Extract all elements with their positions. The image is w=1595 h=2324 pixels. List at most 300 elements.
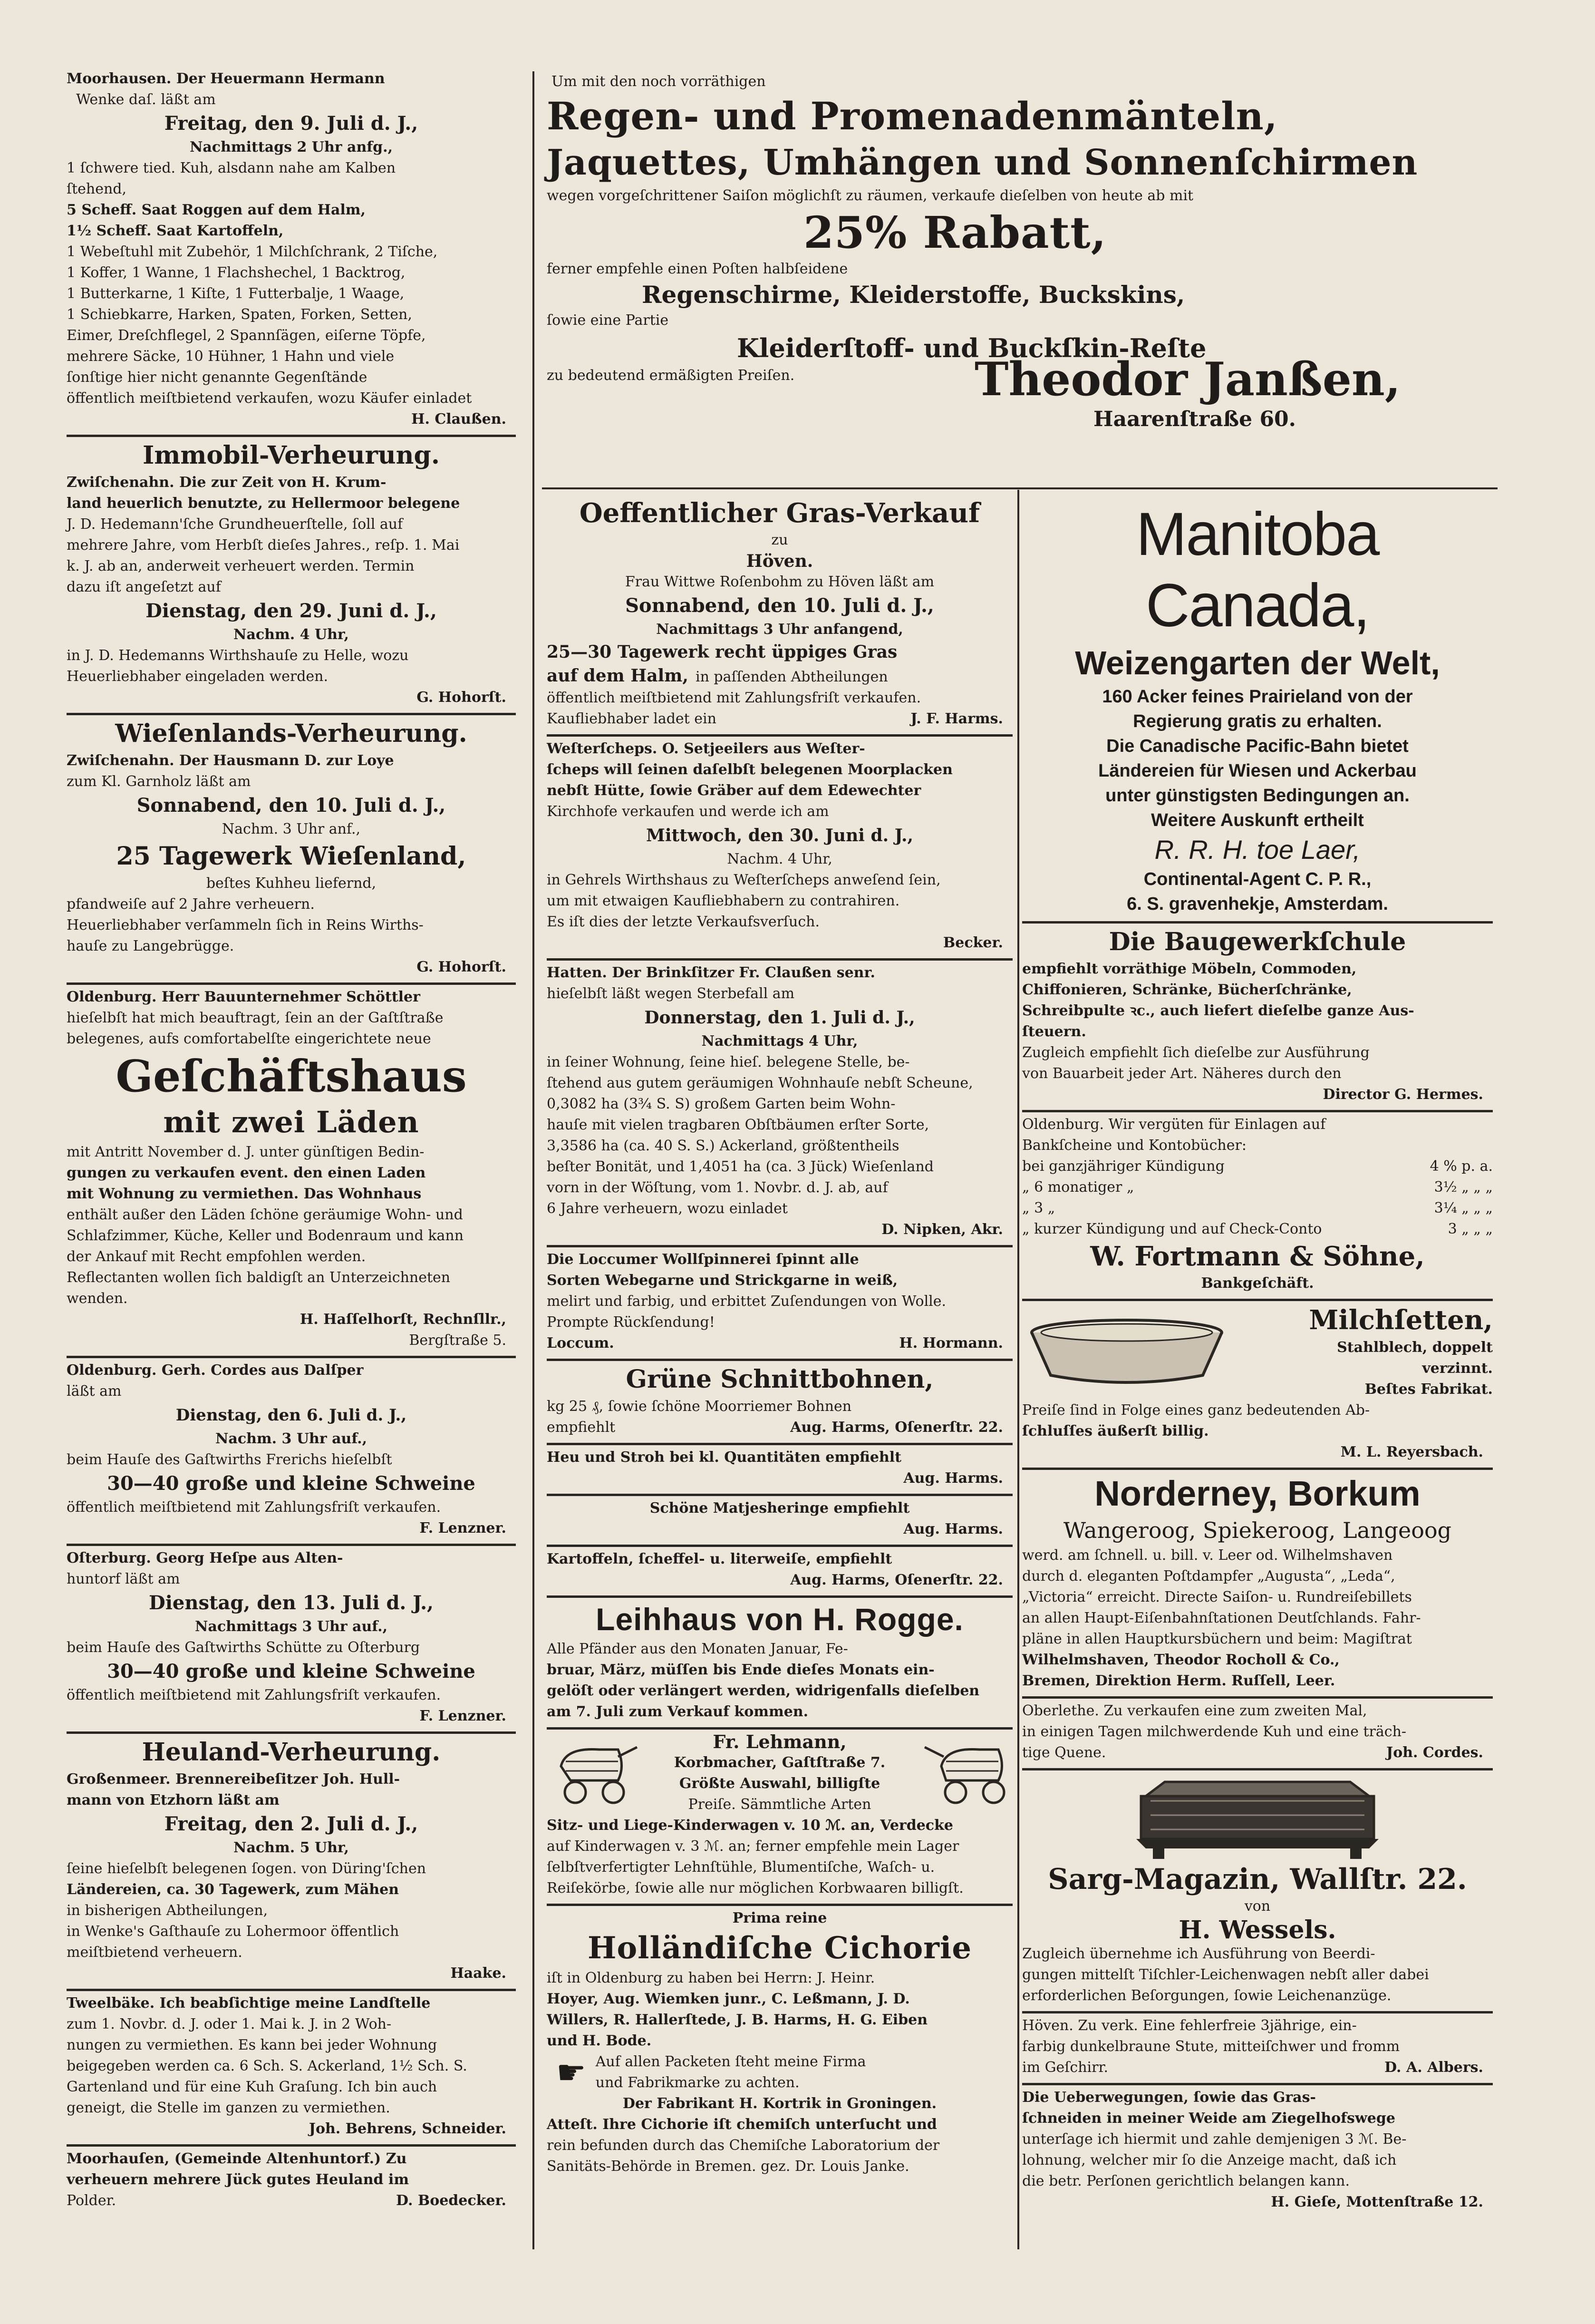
ad-immobil-verheurung bbox=[67, 437, 516, 715]
ad-signature: M. L. Reyersbach. bbox=[1340, 1444, 1483, 1460]
rate-value: 3 „ „ „ bbox=[1448, 1221, 1493, 1237]
ad-line: belegenes, aufs comfortabelſte eingerichtete neue bbox=[67, 1031, 431, 1047]
ad-norderney bbox=[1022, 1470, 1493, 1699]
ad-signature: D. A. Albers. bbox=[1384, 2059, 1483, 2076]
ad-line: Gartenland und für eine Kuh Graſung. Ich bin auch bbox=[67, 2079, 437, 2095]
ad-remnants: Kleiderſtoff- und Buckſkin-Reſte bbox=[737, 333, 1207, 363]
ad-line: Korbmacher, Gaſtſtraße 7. bbox=[674, 1754, 886, 1771]
ad-line: rein befunden durch das Chemiſche Laboratorium der bbox=[547, 2137, 940, 2154]
ad-line: in J. D. Hedemanns Wirthshauſe zu Helle, wozu bbox=[67, 647, 409, 664]
ad-line: Atteſt. Ihre Cichorie iſt chemiſch unterſucht und bbox=[547, 2116, 937, 2133]
ad-line: ſonſtige hier nicht genannte Gegenſtände bbox=[67, 369, 367, 386]
ad-time: Nachmittags 4 Uhr, bbox=[701, 1033, 858, 1050]
ad-line: zum 1. Novbr. d. J. oder 1. Mai k. J. in 2 Woh- bbox=[67, 2016, 392, 2032]
ad-line: Bankgeſchäft. bbox=[1201, 1275, 1314, 1292]
milk-pan-icon bbox=[1022, 1313, 1231, 1390]
ad-line: beigegeben werden ca. 6 Sch. S. Ackerland, 1½ Sch. S. bbox=[67, 2058, 467, 2074]
ad-lehmann-text bbox=[642, 1731, 918, 1815]
ad-line: verzinnt. bbox=[1422, 1360, 1493, 1377]
ad-line: durch d. eleganten Poſtdampfer „Augusta“, „Leda“, bbox=[1022, 1568, 1395, 1585]
ad-line: ſowie eine Partie bbox=[547, 312, 669, 329]
ad-line: ſcheps will ſeinen daſelbſt belegenen Moorplacken bbox=[547, 761, 953, 778]
ad-heading: Grüne Schnittbohnen, bbox=[626, 1365, 934, 1394]
ad-wiesenlands-verheurung bbox=[67, 715, 516, 985]
ad-line: Preiſe ſind in Folge eines ganz bedeutenden Ab- bbox=[1022, 1402, 1370, 1419]
ad-line: auf Kinderwagen v. 3 ℳ. an; ferner empfehle mein Lager bbox=[547, 1838, 959, 1855]
rate-value: 3½ „ „ „ bbox=[1434, 1179, 1493, 1196]
ad-line: die betr. Perſonen gerichtlich belangen kann. bbox=[1022, 2173, 1350, 2189]
ad-address: Haarenſtraße 60. bbox=[1093, 407, 1296, 431]
ad-line: melirt und farbig, und erbittet Zuſendungen von Wolle. bbox=[547, 1293, 947, 1310]
ad-signature: Haake. bbox=[450, 1965, 506, 1982]
ad-signature: Joh. Cordes. bbox=[1386, 1744, 1483, 1761]
ad-signature: H. Gieſe, Mottenſtraße 12. bbox=[1271, 2194, 1483, 2210]
ad-signature: G. Hohorſt. bbox=[416, 959, 506, 975]
pram-icon bbox=[547, 1738, 642, 1809]
ad-line: Zugleich übernehme ich Ausführung von Beerdi- bbox=[1022, 1945, 1375, 1962]
ad-place: Loccum. bbox=[547, 1335, 614, 1352]
ad-line: gelöſt oder verlängert werden, widrigenfalls dieſelben bbox=[547, 1682, 980, 1699]
ad-line: „Victoria“ erreicht. Directe Saiſon- u. Rundreiſebillets bbox=[1022, 1589, 1412, 1605]
ad-heading: Jaquettes, Umhängen und Sonnenſchirmen bbox=[547, 142, 1418, 183]
ad-line: erforderlichen Beſorgungen, ſowie Leichenanzüge. bbox=[1022, 1987, 1392, 2004]
ad-line: Tweelbäke. Ich beabſichtige meine Landſtelle bbox=[67, 1995, 431, 2012]
ad-line: gungen zu verkaufen event. den einen Laden bbox=[67, 1165, 426, 1181]
ad-signature: H. Haſſelhorſt, Rechnſllr., bbox=[300, 1311, 506, 1328]
ad-signature: Joh. Behrens, Schneider. bbox=[309, 2120, 506, 2137]
ad-line: öffentlich meiſtbietend mit Zahlungsfriſt verkaufen. bbox=[547, 690, 921, 706]
ad-signature: D. Nipken, Akr. bbox=[881, 1221, 1003, 1238]
ad-fortmann-bank bbox=[1022, 1112, 1493, 1301]
rate-row bbox=[1022, 1177, 1493, 1198]
ad-baugewerkschule bbox=[1022, 924, 1493, 1112]
ad-line: 1 Koffer, 1 Wanne, 1 Flachshechel, 1 Backtrog, bbox=[67, 264, 406, 281]
ad-line: in einigen Tagen milchwerdende Kuh und eine träch- bbox=[1022, 1723, 1407, 1740]
ad-tweelbaeke bbox=[67, 1991, 516, 2147]
ad-subheading: Wangeroog, Spiekeroog, Langeoog bbox=[1063, 1517, 1452, 1543]
ad-line: öffentlich meiſtbietend verkaufen, wozu Käufer einladet bbox=[67, 390, 472, 407]
ad-line: 3,3586 ha (ca. 40 S. S.) Ackerland, größtentheils bbox=[547, 1138, 899, 1154]
ad-time: Nachm. 3 Uhr anf., bbox=[222, 821, 361, 837]
ad-line: kg 25 ₰, ſowie ſchöne Moorriemer Bohnen bbox=[547, 1398, 852, 1415]
ad-highlight: 30—40 große und kleine Schweine bbox=[107, 1472, 475, 1495]
ad-time: Nachmittags 2 Uhr anfg., bbox=[189, 139, 393, 156]
ad-signature: D. Boedecker. bbox=[396, 2192, 506, 2209]
ad-line: Bankſcheine und Kontobücher: bbox=[1022, 1137, 1247, 1154]
ad-signature: H. Claußen. bbox=[411, 411, 506, 428]
ad-line: Reiſekörbe, ſowie alle nur möglichen Korbwaaren billigſt. bbox=[547, 1880, 964, 1896]
rate-row bbox=[1022, 1156, 1493, 1177]
ad-line: Moorhauſen, (Gemeinde Altenhuntorf.) Zu bbox=[67, 2150, 407, 2167]
ad-line: Ländereien, ca. 30 Tagewerk, zum Mähen bbox=[67, 1881, 399, 1898]
ad-line: meiſtbietend verheuern. bbox=[67, 1944, 242, 1961]
ad-line: bruar, März, müſſen bis Ende dieſes Monats ein- bbox=[547, 1662, 935, 1678]
ad-line: 1 Butterkarne, 1 Kiſte, 1 Futterbalje, 1 Waage, bbox=[67, 285, 405, 302]
ad-line: Polder. bbox=[67, 2192, 116, 2209]
ad-discount: 25% Rabatt, bbox=[803, 207, 1107, 258]
ad-line: Stahlblech, doppelt bbox=[1337, 1339, 1493, 1356]
ad-date: Dienstag, den 13. Juli d. J., bbox=[149, 1592, 434, 1614]
ad-cordes-schweine bbox=[67, 1358, 516, 1546]
ad-line: 0,3082 ha (3¾ S. S) großem Garten beim Wohn- bbox=[547, 1096, 896, 1112]
ad-line: dazu iſt angeſetzt auf bbox=[67, 579, 221, 595]
ad-line: beim Hauſe des Gaſtwirths Schütte zu Oſterburg bbox=[67, 1639, 420, 1656]
ad-line: Hoyer, Aug. Wiemken junr., C. Leßmann, J. D. bbox=[547, 1991, 910, 2007]
ad-line: zu bedeutend ermäßigten Preiſen. bbox=[547, 367, 795, 384]
ad-moorhausen-auction bbox=[67, 67, 516, 437]
ad-line: ſelbſtverfertigter Lehnſtühle, Blumentiſche, Waſch- u. bbox=[547, 1859, 935, 1876]
ad-time: Nachm. 3 Uhr auf., bbox=[215, 1430, 367, 1447]
ad-line: öffentlich meiſtbietend mit Zahlungsfriſt verkaufen. bbox=[67, 1499, 441, 1516]
ad-line: 5 Scheff. Saat Roggen auf dem Halm, bbox=[67, 202, 366, 218]
ad-line: ſteuern. bbox=[1022, 1023, 1086, 1040]
ad-line: land heuerlich benutzte, zu Hellermoor belegene bbox=[67, 495, 460, 512]
ad-line: Die Loccumer Wollſpinnerei ſpinnt alle bbox=[547, 1251, 859, 1268]
ad-milch-text bbox=[1231, 1303, 1493, 1400]
ad-line: an allen Haupt-Eiſenbahnſtationen Deutſchlands. Fahr- bbox=[1022, 1610, 1421, 1626]
ad-hand-text bbox=[596, 2052, 866, 2093]
ad-line: pfandweiſe auf 2 Jahre verheuern. bbox=[67, 896, 315, 913]
ad-line: Sanitäts-Behörde in Bremen. gez. Dr. Louis Janke. bbox=[547, 2158, 909, 2175]
ad-gras-verkauf bbox=[547, 495, 1013, 737]
ad-subheading: mit zwei Läden bbox=[163, 1105, 419, 1139]
ad-line: Regierung gratis zu erhalten. bbox=[1133, 711, 1382, 731]
ad-line: geneigt, die Stelle im ganzen zu vermiethen. bbox=[67, 2100, 390, 2116]
ad-heading: Sarg-Magazin, Wallſtr. 22. bbox=[1048, 1863, 1467, 1896]
ad-time: Nachmittags 3 Uhr auf., bbox=[194, 1618, 388, 1635]
ad-heading: Milchſetten, bbox=[1309, 1304, 1493, 1336]
ad-line: huntorf läßt am bbox=[67, 1571, 180, 1587]
ad-line: Reflectanten wollen ſich baldigſt an Unterzeichneten bbox=[67, 1269, 451, 1286]
ad-line: hauſe mit vielen tragbaren Obſtbäumen erſter Sorte, bbox=[547, 1117, 929, 1133]
ad-line: Sorten Webegarne und Strickgarne in weiß, bbox=[547, 1272, 898, 1289]
ad-signature: F. Lenzner. bbox=[419, 1708, 506, 1724]
ad-line: 1½ Scheff. Saat Kartoffeln, bbox=[67, 223, 284, 239]
ad-line: J. D. Hedemann'ſche Grundheuerſtelle, ſoll auf bbox=[67, 516, 403, 533]
ad-firm-name: Theodor Janßen, bbox=[975, 352, 1401, 406]
ad-giese-warnung bbox=[1022, 2085, 1493, 2217]
ad-line: in ſeiner Wohnung, ſeine hieſ. belegene Stelle, be- bbox=[547, 1054, 910, 1070]
ad-leihhaus-rogge bbox=[547, 1598, 1013, 1730]
ad-line: Oldenburg. Wir vergüten für Einlagen auf bbox=[1022, 1116, 1326, 1133]
ad-line: Kirchhofe verkaufen und werde ich am bbox=[547, 803, 829, 820]
ad-line: Heuerliebhaber eingeladen werden. bbox=[67, 668, 329, 685]
ad-line: Höven. Zu verk. Eine fehlerfreie 3jährige, ein- bbox=[1022, 2017, 1357, 2034]
ad-heading: Oeffentlicher Gras-Verkauf bbox=[579, 497, 980, 529]
ad-line: 160 Acker feines Prairieland von der bbox=[1102, 687, 1413, 707]
ad-line: der Ankauf mit Recht empfohlen werden. bbox=[67, 1248, 366, 1265]
ad-date: Dienstag, den 6. Juli d. J., bbox=[175, 1406, 407, 1425]
ad-hoeven-stute bbox=[1022, 2013, 1493, 2085]
ad-line: Preiſe. Sämmtliche Arten bbox=[688, 1796, 871, 1813]
ad-geschaeftshaus bbox=[67, 985, 516, 1358]
ad-line: wegen vorgeſchrittener Saiſon möglichſt zu räumen, verkaufe dieſelben von heute ab mit bbox=[547, 187, 1194, 204]
ad-line: Heu und Stroh bei kl. Quantitäten empfiehlt bbox=[547, 1449, 902, 1466]
ad-line: in Wenke's Gaſthauſe zu Lohermoor öffentlich bbox=[67, 1923, 399, 1940]
ad-line: Oldenburg. Herr Bauunternehmer Schöttler bbox=[67, 989, 420, 1005]
ad-address: 6. S. gravenhekje, Amsterdam. bbox=[1127, 894, 1388, 914]
ad-signature: Aug. Harms. bbox=[903, 1470, 1003, 1487]
ad-line: Weſterſcheps. O. Setjeeilers aus Weſter- bbox=[547, 740, 865, 757]
ad-firm-name: H. Wessels. bbox=[1179, 1916, 1336, 1945]
ad-janssen-wide bbox=[547, 71, 1498, 433]
ad-time: Nachm. 5 Uhr, bbox=[233, 1839, 349, 1856]
ad-time: Nachm. 4 Uhr, bbox=[233, 626, 349, 643]
ad-line: nungen zu vermiethen. Es kann bei jeder Wohnung bbox=[67, 2037, 437, 2053]
ad-date: Freitag, den 2. Juli d. J., bbox=[164, 1813, 418, 1835]
ad-line: zum Kl. Garnholz läßt am bbox=[67, 773, 251, 790]
ad-hatten bbox=[547, 961, 1013, 1247]
ad-signature: G. Hohorſt. bbox=[416, 689, 506, 706]
ad-line: in Gehrels Wirthshaus zu Weſterſcheps anweſend ſein, bbox=[547, 872, 941, 888]
rate-value: 3¼ „ „ „ bbox=[1434, 1200, 1493, 1216]
ad-line: im Geſchirr. bbox=[1022, 2059, 1109, 2076]
ad-heading: Die Baugewerkſchule bbox=[1109, 927, 1406, 956]
ad-heading: Holländiſche Cichorie bbox=[587, 1930, 972, 1966]
ad-line: Weitere Auskunft ertheilt bbox=[1151, 810, 1364, 830]
ad-line: ſeine hieſelbſt belegenen ſogen. von Düring'ſchen bbox=[67, 1860, 426, 1877]
ad-signature: Aug. Harms, Oſenerſtr. 22. bbox=[790, 1572, 1003, 1588]
ad-heading: Leihhaus von H. Rogge. bbox=[596, 1602, 964, 1637]
ad-line: mehrere Jahre, vom Herbſt dieſes Jahres., reſp. 1. Mai bbox=[67, 537, 460, 554]
rate-row bbox=[1022, 1198, 1493, 1219]
ad-hand-note bbox=[547, 2052, 1013, 2093]
ad-line: hieſelbſt hat mich beauftragt, ſein an der Gaſtſtraße bbox=[67, 1010, 444, 1026]
ad-line: beſter Bonität, und 1,4051 ha (ca. 3 Jück) Wieſenland bbox=[547, 1158, 934, 1175]
ad-signature: Director G. Hermes. bbox=[1323, 1086, 1483, 1103]
ad-line: empfiehlt vorräthige Möbeln, Commoden, bbox=[1022, 961, 1357, 977]
ad-line: Chiffonieren, Schränke, Bücherſchränke, bbox=[1022, 982, 1352, 998]
ad-line: Schöne Matjesheringe empfiehlt bbox=[649, 1500, 910, 1517]
ad-line: um mit etwaigen Kaufliebhabern zu contrahiren. bbox=[547, 893, 900, 909]
ad-signature: Aug. Harms. bbox=[903, 1521, 1003, 1537]
ad-date: Donnerstag, den 1. Juli d. J., bbox=[644, 1008, 915, 1028]
ad-line: Prima reine bbox=[732, 1910, 827, 1926]
rate-label: bei ganzjähriger Kündigung bbox=[1022, 1158, 1225, 1175]
ad-line: öffentlich meiſtbietend mit Zahlungsfriſt verkaufen. bbox=[67, 1687, 441, 1703]
column-right bbox=[1022, 497, 1493, 2217]
ad-line: Heuerliebhaber verſammeln ſich in Reins Wirths- bbox=[67, 917, 424, 933]
ad-firm-name: W. Fortmann & Söhne, bbox=[1090, 1241, 1425, 1272]
rate-label: „ 3 „ bbox=[1022, 1200, 1055, 1216]
ad-date: Sonnabend, den 10. Juli d. J., bbox=[625, 594, 934, 617]
ad-date: Mittwoch, den 30. Juni d. J., bbox=[646, 826, 914, 846]
ad-line: beſtes Kuhheu liefernd, bbox=[206, 875, 377, 892]
ad-line: läßt am bbox=[67, 1383, 122, 1400]
ad-line: wenden. bbox=[67, 1290, 128, 1307]
ad-line: Auf allen Packeten ſteht meine Firma bbox=[595, 2053, 866, 2070]
ad-line: Kaufliebhaber ladet ein bbox=[547, 710, 716, 727]
ad-line: Zugleich empfiehlt ſich dieſelbe zur Ausführung bbox=[1022, 1044, 1370, 1061]
ad-line: ſchneiden in meiner Weide am Ziegelhofswege bbox=[1022, 2110, 1395, 2127]
ad-line: Oberlethe. Zu verkaufen eine zum zweiten Mal, bbox=[1022, 1702, 1367, 1719]
ad-line: Zwiſchenahn. Die zur Zeit von H. Krum- bbox=[67, 474, 387, 491]
coffin-icon bbox=[1022, 1772, 1493, 1863]
ad-signature: H. Hormann. bbox=[899, 1335, 1003, 1352]
rate-label: „ kurzer Kündigung und auf Check-Conto bbox=[1022, 1221, 1322, 1237]
ad-line: pläne in allen Hauptkursbüchern und beim: Magiſtrat bbox=[1022, 1631, 1412, 1647]
ad-line: Wilhelmshaven, Theodor Rocholl & Co., bbox=[1022, 1652, 1340, 1668]
column-rule-left bbox=[532, 71, 534, 2249]
ad-sarg-magazin bbox=[1022, 1770, 1493, 2013]
ad-address: Bergſtraße 5. bbox=[409, 1332, 506, 1349]
ad-line: Wenke daſ. läßt am bbox=[76, 91, 216, 108]
ad-line: am 7. Juli zum Verkauf kommen. bbox=[547, 1703, 809, 1720]
ad-manitoba-canada bbox=[1022, 497, 1493, 924]
ad-line: Großenmeer. Brennereibeſitzer Joh. Hull- bbox=[67, 1771, 400, 1788]
ad-date: Sonnabend, den 10. Juli d. J., bbox=[136, 794, 446, 817]
column-middle bbox=[547, 495, 1013, 2182]
ad-line: 1 ſchwere tied. Kuh, alsdann nahe am Kalben bbox=[67, 160, 396, 176]
ad-line: ſtehend aus gutem geräumigen Wohnhauſe nebſt Scheune, bbox=[547, 1075, 973, 1091]
ad-line: Bremen, Direktion Herm. Ruſſell, Leer. bbox=[1022, 1673, 1335, 1689]
ad-line: Sitz- und Liege-Kinderwagen v. 10 ℳ. an, Verdecke bbox=[547, 1817, 953, 1834]
ad-line: iſt in Oldenburg zu haben bei Herrn: J. Heinr. bbox=[547, 1970, 875, 1986]
ad-manitoba-title-wrap bbox=[1022, 499, 1493, 642]
ad-line: beim Hauſe des Gaſtwirths Frerichs hieſelbſt bbox=[67, 1451, 392, 1468]
ad-line: Hatten. Der Brinkſitzer Fr. Claußen senr. bbox=[547, 964, 875, 981]
ad-highlight: 25—30 Tagewerk recht üppiges Gras bbox=[547, 642, 898, 662]
ad-line: Prompte Rückſendung! bbox=[547, 1314, 715, 1331]
ad-line: von Bauarbeit jeder Art. Näheres durch den bbox=[1022, 1065, 1342, 1082]
ad-line: empfiehlt bbox=[547, 1419, 616, 1436]
ad-line: ferner empfehle einen Poſten halbſeidene bbox=[547, 261, 848, 277]
ad-place: Höven. bbox=[746, 551, 813, 571]
column-rule-middle bbox=[1017, 490, 1019, 2249]
ad-moorhausen-heuland bbox=[67, 2147, 516, 2216]
ad-line: Continental-Agent C. P. R., bbox=[1143, 869, 1372, 889]
ad-subheading: Weizengarten der Welt, bbox=[1075, 644, 1440, 681]
ad-line: Schreibpulte ꝛc., auch liefert dieſelbe ganze Aus- bbox=[1022, 1002, 1414, 1019]
ad-line: Zwiſchenahn. Der Hausmann D. zur Loye bbox=[67, 752, 394, 769]
ad-line: mann von Etzhorn läßt am bbox=[67, 1792, 280, 1809]
ad-line: 1 Webeſtuhl mit Zubehör, 1 Milchſchrank, 2 Tiſche, bbox=[67, 243, 438, 260]
ad-line: in bisherigen Abtheilungen, bbox=[67, 1902, 268, 1919]
ad-signature: J. F. Harms. bbox=[910, 710, 1003, 727]
ad-line: und H. Bode. bbox=[547, 2032, 652, 2049]
ad-heuland-verheurung bbox=[67, 1734, 516, 1991]
ad-line: Schlafzimmer, Küche, Keller und Bodenraum und kann bbox=[67, 1227, 464, 1244]
top-rule-right bbox=[542, 487, 1498, 489]
ad-line: Alle Pfänder aus den Monaten Januar, Fe- bbox=[547, 1641, 848, 1657]
ad-heu-stroh bbox=[547, 1445, 1013, 1496]
ad-line: mit Antritt November d. J. unter günſtigen Bedin- bbox=[67, 1144, 425, 1160]
ad-line: hauſe zu Langebrügge. bbox=[67, 938, 234, 954]
ad-line: hieſelbſt läßt wegen Sterbefall am bbox=[547, 985, 795, 1002]
ad-line: nebſt Hütte, ſowie Gräber auf dem Edewechter bbox=[547, 782, 921, 799]
ad-line: werd. am ſchnell. u. bill. v. Leer od. Wilhelmshaven bbox=[1022, 1547, 1393, 1564]
ad-line: unter günstigsten Bedingungen an. bbox=[1105, 786, 1410, 806]
ad-body bbox=[67, 158, 516, 409]
ad-maker: Der Fabrikant H. Kortrik in Groningen. bbox=[622, 2095, 937, 2112]
ad-signature: F. Lenzner. bbox=[419, 1520, 506, 1536]
pram-icon bbox=[918, 1738, 1013, 1809]
ad-milch-header bbox=[1022, 1303, 1493, 1400]
ad-schnittbohnen bbox=[547, 1361, 1013, 1445]
ad-line: 1 Schiebkarre, Harken, Spaten, Forken, Setten, bbox=[67, 306, 412, 323]
ad-lehmann-korbmacher bbox=[547, 1730, 1013, 1906]
ad-line: unterſage ich hiermit und zahle demjenigen 3 ℳ. Be- bbox=[1022, 2131, 1407, 2148]
ad-heading: Manitoba Canada, bbox=[1136, 500, 1379, 640]
ad-lehmann-header bbox=[547, 1731, 1013, 1815]
ad-date: Freitag, den 9. Juli d. J., bbox=[164, 112, 418, 135]
ad-signature: Aug. Harms, Oſenerſtr. 22. bbox=[790, 1419, 1003, 1436]
ad-line: Um mit den noch vorräthigen bbox=[551, 73, 766, 90]
ad-line: verheuern mehrere Jück gutes Heuland im bbox=[67, 2171, 409, 2188]
ad-line: und Fabrikmarke zu achten. bbox=[595, 2074, 800, 2091]
ad-line: Ländereien für Wiesen und Ackerbau bbox=[1098, 761, 1417, 781]
ad-kartoffeln bbox=[547, 1547, 1013, 1598]
ad-line: in paſſenden Abtheilungen bbox=[695, 669, 888, 685]
ad-line: mehrere Säcke, 10 Hühner, 1 Hahn und viele bbox=[67, 348, 395, 365]
ad-line: 6 Jahre verheuern, wozu einladet bbox=[547, 1200, 788, 1217]
ad-time: Nachmittags 3 Uhr anfangend, bbox=[656, 621, 903, 638]
rate-value: 4 % p. a. bbox=[1430, 1158, 1493, 1175]
ad-cichorie bbox=[547, 1906, 1013, 2182]
ad-agent-name: R. R. H. toe Laer, bbox=[1154, 835, 1361, 865]
ad-line: ſtehend, bbox=[67, 181, 127, 197]
ad-line: Die Canadische Pacific-Bahn bietet bbox=[1106, 736, 1409, 756]
ad-line: lohnung, welcher mir ſo die Anzeige macht, daß ich bbox=[1022, 2152, 1397, 2168]
ad-date: Dienstag, den 29. Juni d. J., bbox=[145, 600, 437, 622]
rate-label: „ 6 monatiger „ bbox=[1022, 1179, 1134, 1196]
ad-time: Nachm. 4 Uhr, bbox=[727, 851, 832, 867]
ad-oberlethe bbox=[1022, 1699, 1493, 1770]
ad-line: mit Wohnung zu vermiethen. Das Wohnhaus bbox=[67, 1186, 422, 1202]
ad-line: ſchluſſes äußerſt billig. bbox=[1022, 1423, 1209, 1439]
ad-highlight: 25 Tagewerk Wieſenland, bbox=[116, 842, 466, 871]
ad-line: k. J. ab an, anderweit verheuert werden. Termin bbox=[67, 558, 415, 574]
ad-line: Größte Auswahl, billigſte bbox=[679, 1775, 880, 1792]
ad-line: Es iſt dies der letzte Verkaufsverſuch. bbox=[547, 914, 820, 930]
ad-heading: Norderney, Borkum bbox=[1094, 1474, 1421, 1513]
ad-highlight: auf dem Halm, bbox=[547, 666, 688, 686]
ad-line: gungen mittelſt Tiſchler-Leichenwagen nebſt aller dabei bbox=[1022, 1966, 1429, 1983]
ad-line: Kartoffeln, ſcheffel- u. literweiſe, empfiehlt bbox=[547, 1551, 892, 1567]
ad-westerscheps bbox=[547, 737, 1013, 961]
ad-heading: Heuland-Verheurung. bbox=[142, 1738, 441, 1767]
ad-hespe-schweine bbox=[67, 1546, 516, 1734]
column-left bbox=[67, 67, 516, 2216]
ad-line: Beſtes Fabrikat. bbox=[1364, 1381, 1493, 1398]
ad-signature: Becker. bbox=[943, 934, 1003, 951]
ad-heading: Wieſenlands-Verheurung. bbox=[115, 719, 467, 748]
ad-firm-name: Fr. Lehmann, bbox=[713, 1731, 847, 1752]
ad-line: Eimer, Dreſchflegel, 2 Spannſägen, eiſerne Töpfe, bbox=[67, 327, 426, 344]
ad-line: vorn in der Wöſtung, vom 1. Novbr. d. J. ab, auf bbox=[547, 1179, 888, 1196]
ad-line: tige Quene. bbox=[1022, 1744, 1106, 1761]
ad-goods: Regenschirme, Kleiderstoffe, Buckskins, bbox=[642, 281, 1185, 309]
ad-line: Frau Wittwe Roſenbohm zu Höven läßt am bbox=[625, 574, 935, 590]
ad-line: Willers, R. Hallerſtede, J. B. Harms, H. G. Eiben bbox=[547, 2012, 928, 2028]
ad-loccum-wolle bbox=[547, 1247, 1013, 1361]
ad-heading: Geſchäftshaus bbox=[116, 1050, 467, 1102]
ad-heading: Immobil-Verheurung. bbox=[143, 441, 440, 470]
ad-line: Oſterburg. Georg Heſpe aus Alten- bbox=[67, 1550, 343, 1566]
ad-highlight: 30—40 große und kleine Schweine bbox=[107, 1660, 475, 1682]
ad-line: Oldenburg. Gerh. Cordes aus Dalſper bbox=[67, 1362, 364, 1379]
ad-line: von bbox=[1244, 1898, 1271, 1915]
ad-matjes bbox=[547, 1496, 1013, 1547]
ad-line: Die Ueberwegungen, ſowie das Gras- bbox=[1022, 2089, 1316, 2106]
ad-line: zu bbox=[771, 532, 788, 548]
ad-heading: Regen- und Promenadenmänteln, bbox=[547, 94, 1278, 138]
rate-row bbox=[1022, 1219, 1493, 1240]
ad-milchsetten bbox=[1022, 1301, 1493, 1470]
ad-line: Moorhausen. Der Heuermann Hermann bbox=[67, 70, 385, 87]
ad-line: farbig dunkelbraune Stute, mitteiſchwer und fromm bbox=[1022, 2038, 1400, 2055]
ad-line: enthält außer den Läden ſchöne geräumige Wohn- und bbox=[67, 1206, 463, 1223]
